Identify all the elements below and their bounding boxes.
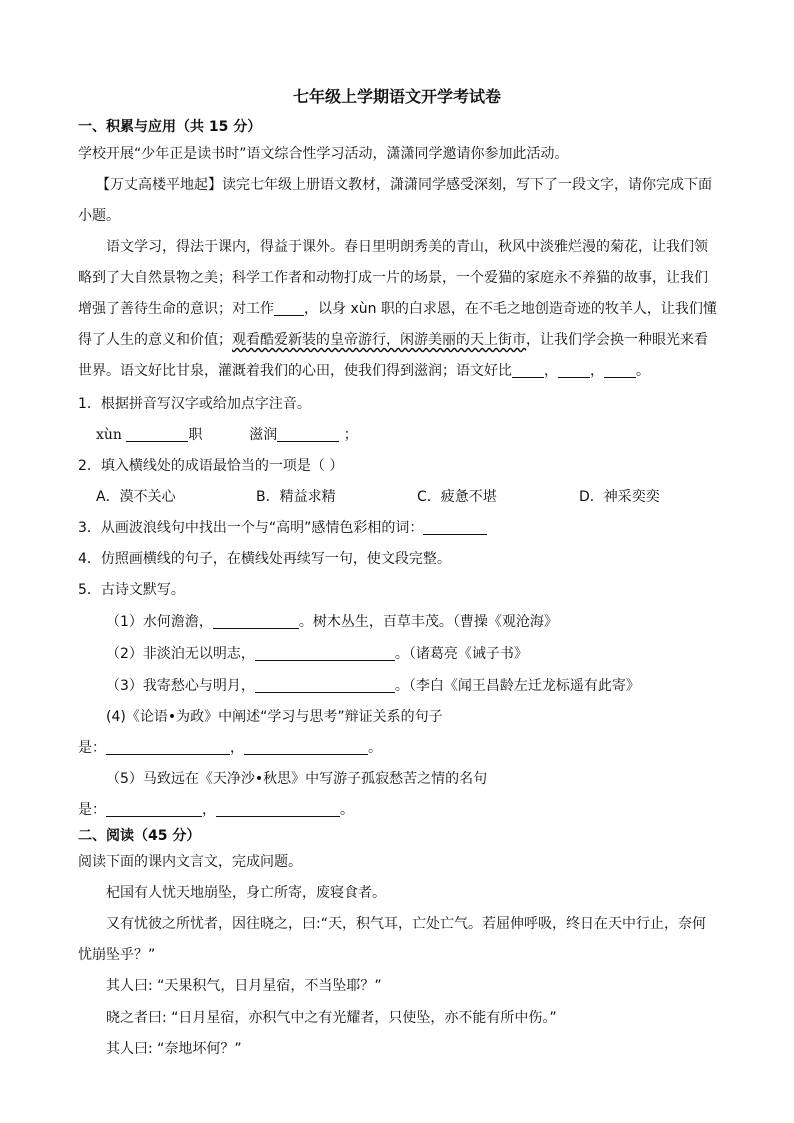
- metaphor-blank-1[interactable]: [512, 363, 544, 378]
- pronunciation-answer-blank[interactable]: [277, 427, 339, 442]
- poem-blank-4a[interactable]: [106, 740, 230, 755]
- poem-blank-1[interactable]: [213, 614, 299, 629]
- poem-blank-4b[interactable]: [244, 740, 368, 755]
- exam-title: 七年级上学期语文开学考试卷: [292, 87, 501, 106]
- poem-blank-2[interactable]: [255, 646, 395, 661]
- task-line-2: 小题。: [78, 208, 120, 224]
- passage-line-3: [78, 299, 778, 319]
- classical-text-p4: 晓之者曰: “日月星宿，亦积气中之有光耀者，只使坠，亦不能有所中伤。”: [106, 1010, 557, 1026]
- classical-text-p3: 其人曰: “天果积气，日月星宿，不当坠耶？”: [106, 978, 382, 994]
- passage-line-5a: 世界。语文好比甘泉，灌溉着我们的心田，使我们得到滋润；语文好比: [78, 363, 512, 379]
- section2-heading: 二、阅读（45 分）: [78, 828, 201, 844]
- poem-blank-3[interactable]: [255, 678, 395, 693]
- pinyin-answer-blank[interactable]: [126, 427, 188, 442]
- passage-line-4b: ，让我们学会换一种眼光来看: [526, 332, 708, 348]
- passage-line-2: 略到了大自然景物之美；科学工作者和动物打成一片的场景，一个爱猫的家庭永不养猫的故事，让我们: [78, 270, 708, 286]
- word-label: 滋润: [249, 427, 278, 443]
- question-3-stem: 3．从画波浪线句中找出一个与“高明”感情色彩相的词：: [78, 520, 424, 536]
- question-4-stem: 4．仿照画横线的句子，在横线处再续写一句，使文段完整。: [78, 551, 451, 567]
- pinyin-label: xùn: [96, 427, 122, 443]
- q2-option-d[interactable]: D．神采奕奕: [579, 489, 660, 505]
- q2-option-c[interactable]: C．疲惫不堪: [417, 489, 497, 505]
- poem-item-4: (4)《论语•为政》中阐述“学习与思考”辩证关系的句子: [106, 709, 443, 725]
- poem-blank-5a[interactable]: [106, 802, 202, 817]
- metaphor-blank-2[interactable]: [558, 363, 590, 378]
- question-1-answers: xùn 职 滋润 ；: [96, 427, 358, 443]
- passage-line-4a: 得了人生的意义和价值；: [78, 332, 232, 348]
- passage-line-3a: 增强了善待生命的意识；对工作: [78, 301, 274, 317]
- section1-intro: 学校开展“少年正是读书时”语文综合性学习活动，潇潇同学邀请你参加此活动。: [78, 146, 569, 162]
- question-1-stem: 1．根据拼音写汉字或给加点字注音。: [78, 396, 311, 412]
- poem-item-1: （1）水何澹澹， 。树木丛生，百草丰茂。（曹操《观沧海》: [106, 614, 558, 630]
- question-2-stem: 2．填入横线处的成语最恰当的一项是（ ）: [78, 458, 344, 474]
- q2-option-b[interactable]: B．精益求精: [256, 489, 336, 505]
- metaphor-blank-3[interactable]: [604, 363, 636, 378]
- classical-text-p2a: 又有忧彼之所忧者，因往晓之，曰:“天，积气耳，亡处亡气。若屈伸呼吸，终日在天中行止，奈何: [106, 916, 706, 932]
- pinyin-after: 职: [188, 427, 203, 443]
- poem-item-3: （3）我寄愁心与明月， 。（李白《闻王昌龄左迁龙标遥有此寄》: [106, 678, 640, 694]
- question-3: [78, 518, 778, 538]
- poem-item-5: （5）马致远在《天净沙•秋思》中写游子孤寂愁苦之情的名句: [106, 771, 488, 787]
- question-3-answer-blank[interactable]: [423, 520, 487, 535]
- poem-item-5-answer: 是： ， 。: [78, 802, 354, 818]
- section2-intro: 阅读下面的课内文言文，完成问题。: [78, 854, 302, 870]
- poem-blank-5b[interactable]: [216, 802, 340, 817]
- passage-line-1: 语文学习，得法于课内，得益于课外。春日里明朗秀美的青山，秋风中淡雅烂漫的菊花，让我们领: [106, 239, 708, 255]
- passage-line-4: [78, 330, 778, 350]
- q2-option-a[interactable]: A．漠不关心: [96, 489, 176, 505]
- question-5-stem: 5．古诗文默写。: [78, 582, 185, 598]
- classical-text-p5: 其人曰: “奈地坏何？”: [106, 1041, 242, 1057]
- classical-text-p1: 杞国有人忧天地崩坠，身亡所寄，废寝食者。: [106, 885, 386, 901]
- idiom-blank[interactable]: [274, 301, 304, 316]
- task-line-1: 【万丈高楼平地起】读完七年级上册语文教材，潇潇同学感受深刻，写下了一段文字，请你完成下面: [96, 177, 712, 193]
- classical-text-p2b: 忧崩坠乎？”: [78, 947, 156, 963]
- section1-heading: 一、积累与应用（共 15 分）: [78, 119, 262, 135]
- passage-line-3b: ，以身 xùn 职的白求恩，在不毛之地创造奇迹的牧羊人，让我们懂: [304, 301, 717, 317]
- poem-item-2: （2）非淡泊无以明志， 。（诸葛亮《诫子书》: [106, 646, 528, 662]
- poem-item-4-answer: 是： ， 。: [78, 740, 382, 756]
- wavy-underlined-sentence: 观看酷爱新装的皇帝游行，闲游美丽的天上街市: [232, 332, 526, 348]
- passage-line-5: 世界。语文好比甘泉，灌溉着我们的心田，使我们得到滋润；语文好比 ， ， 。: [78, 363, 650, 379]
